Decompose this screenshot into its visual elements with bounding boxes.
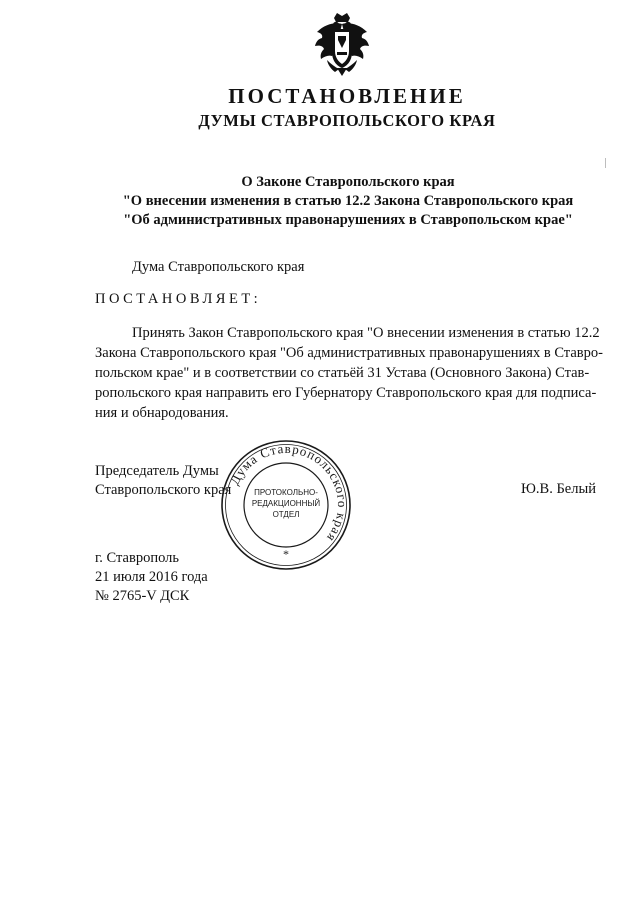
scan-artifact [605,158,606,168]
city: г. Ставрополь [95,550,180,566]
document-type-title: ПОСТАНОВЛЕНИЕ [228,84,466,108]
stamp-star: * [283,547,289,561]
signatory-position-line: Ставропольского края [95,482,232,498]
place-and-date [95,549,208,606]
resolution-line: польском крае" и в соответствии со статьёй 31 Устава (Основного Закона) Став- [95,365,590,381]
subject-line: "О внесении изменения в статью 12.2 Закона Ставропольского края [122,193,574,209]
resolution-line: ния и обнародования. [95,405,229,421]
resolution-line: ропольского края направить его Губернатору Ставропольского края для подписа- [95,385,597,401]
resolution-text [95,323,603,423]
stamp-center-line: РЕДАКЦИОННЫЙ [251,499,321,508]
resolution-line [95,323,600,343]
coat-of-arms-emblem-icon [313,12,371,78]
signatory-name: Ю.В. Белый [521,481,596,497]
official-stamp-icon [219,438,353,572]
signatory-position [95,462,231,500]
stamp-ring-text: Дума Ставропольского края [226,440,351,546]
stamp-center-line: ПРОТОКОЛЬНО- [254,488,318,497]
organization-name: ДУМЫ СТАВРОПОЛЬСКОГО КРАЯ [198,111,496,130]
resolution-line: Закона Ставропольского края "Об административных правонарушениях в Ставро- [95,345,603,361]
signatory-position-line: Председатель Думы [95,463,219,479]
resolves-heading: ПОСТАНОВЛЯЕТ: [95,291,262,307]
date: 21 июля 2016 года [95,569,208,585]
resolution-line-text: Принять Закон Ставропольского края "О внесении изменения в статью 12.2 [132,325,600,341]
preamble-body: Дума Ставропольского края [132,259,305,275]
subject-line: "Об административных правонарушениях в Ставропольском крае" [123,212,573,228]
subject-line: О Законе Ставропольского края [241,174,455,190]
document-number: № 2765-V ДСК [95,588,190,604]
document-subject [0,173,640,230]
stamp-center-line: ОТДЕЛ [272,510,300,519]
